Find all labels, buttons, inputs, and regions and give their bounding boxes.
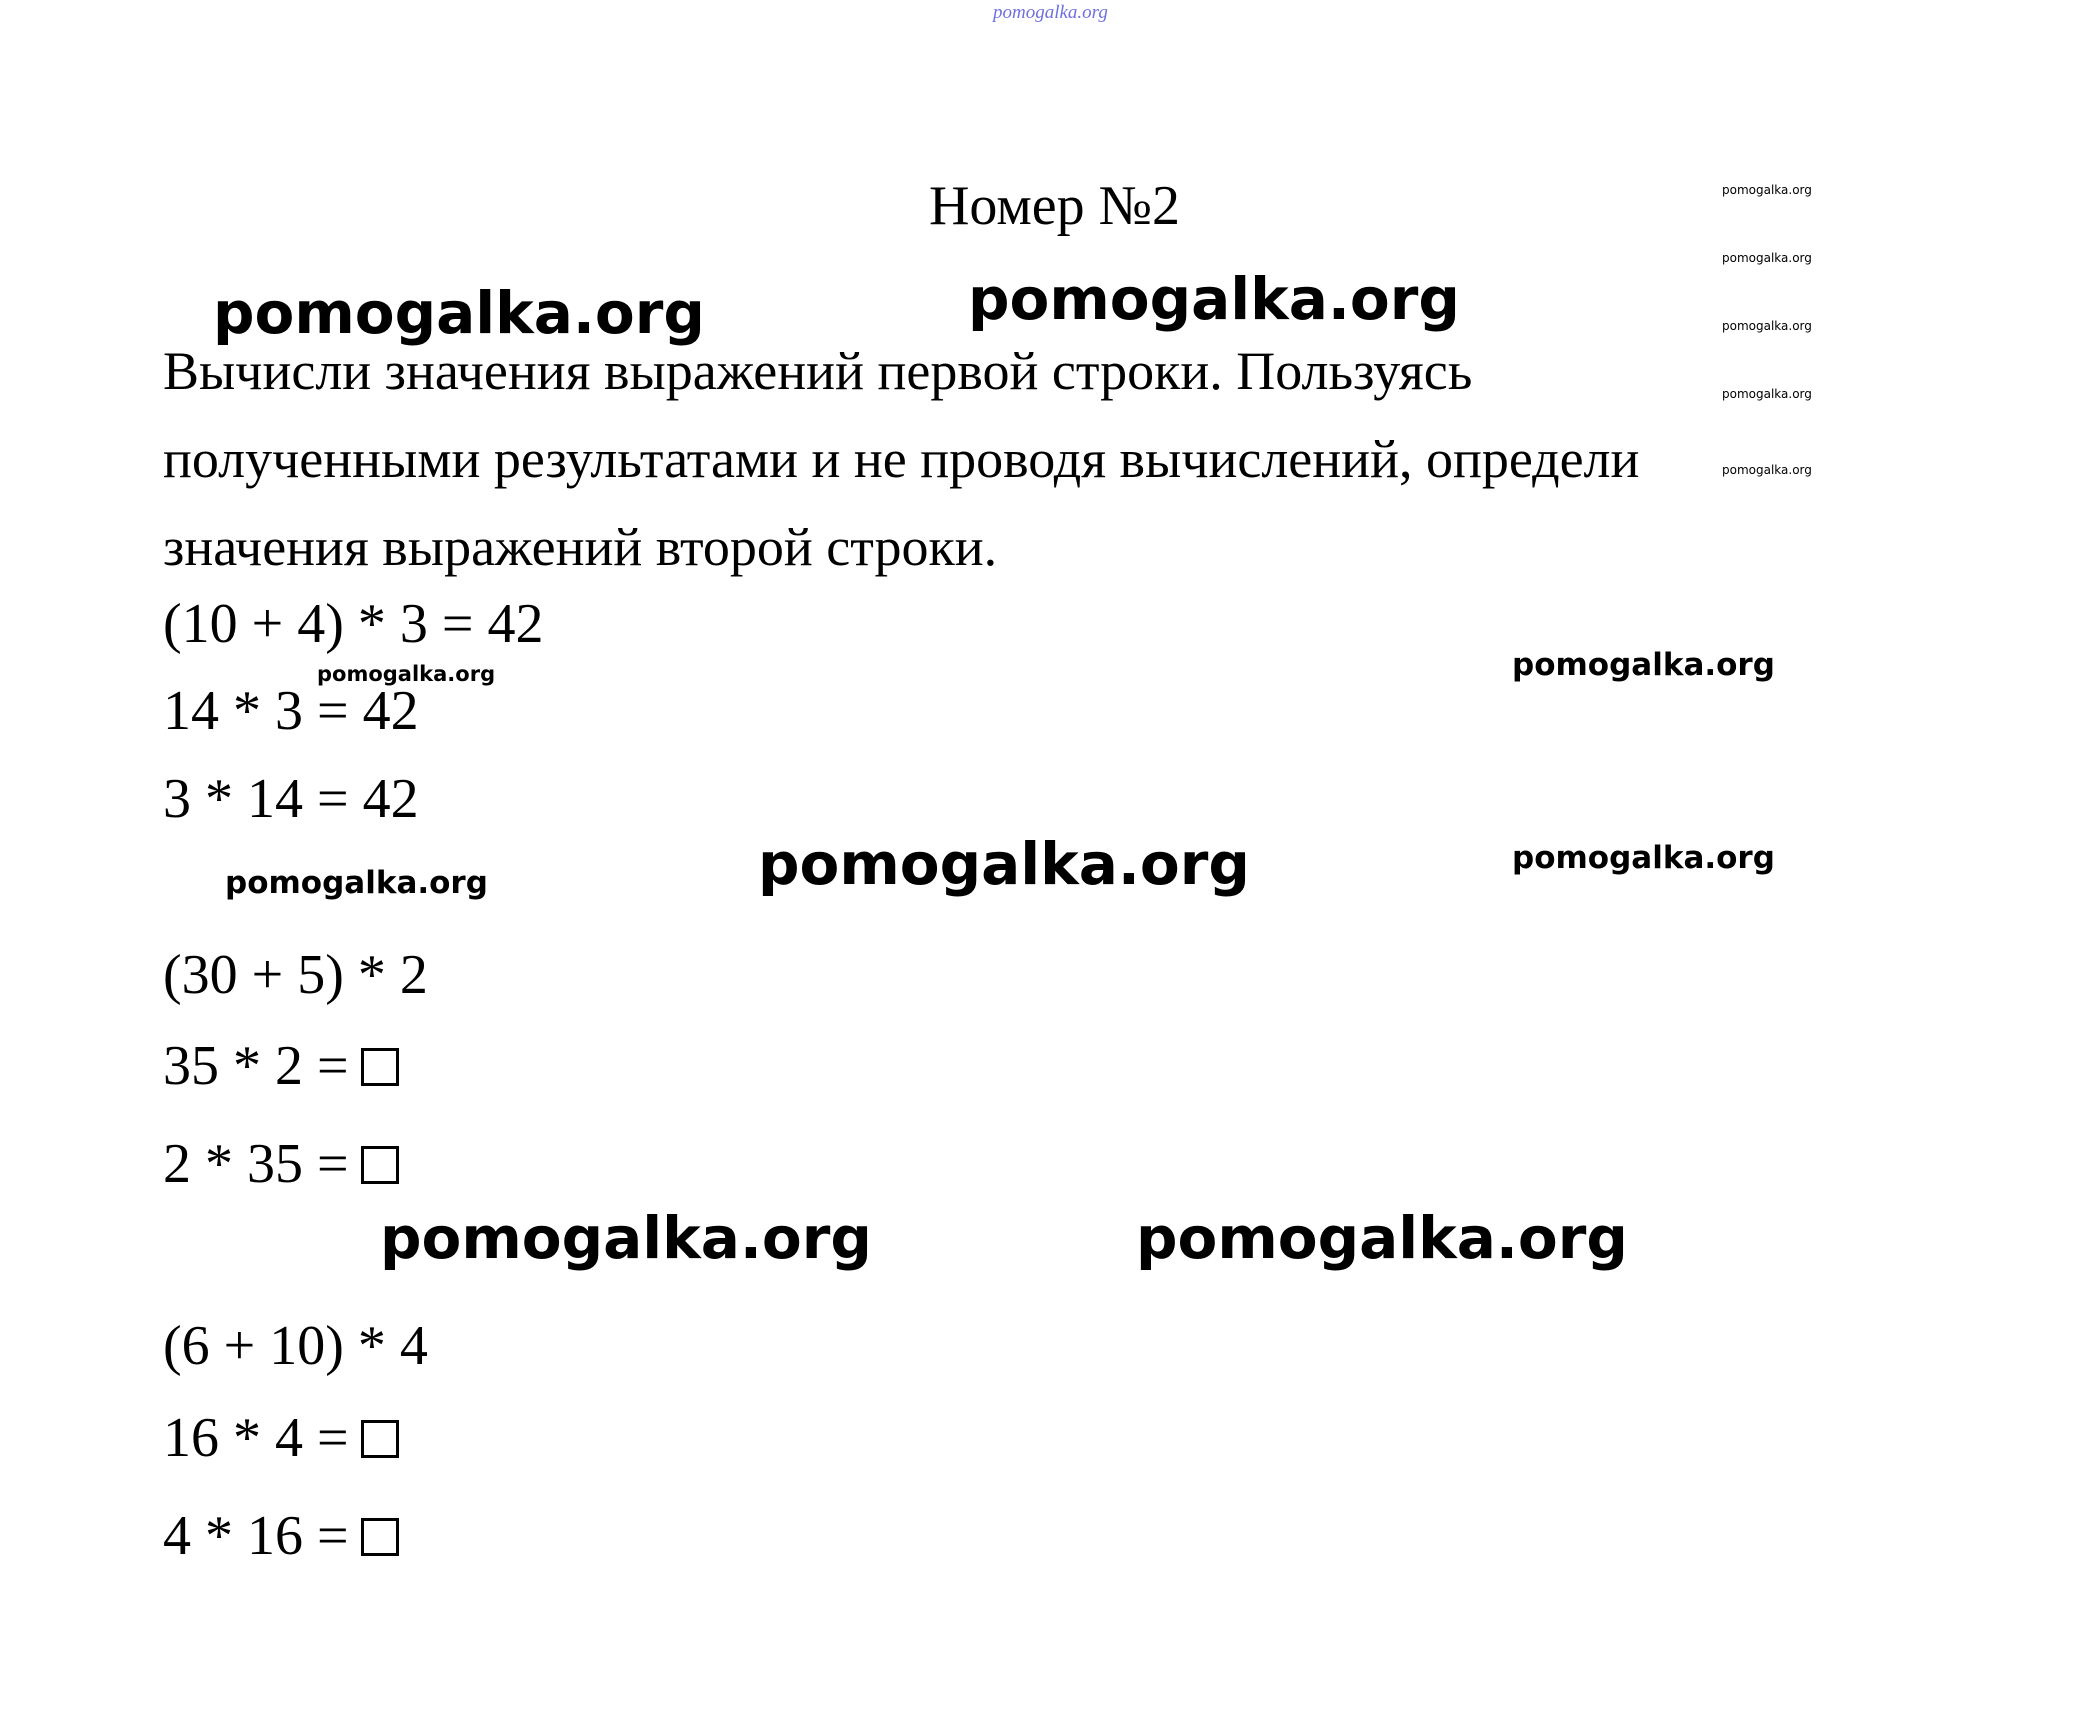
expression-with-answer-box — [163, 1035, 399, 1097]
expression-with-answer-box — [163, 1505, 399, 1567]
expression-line: 3 * 14 = 42 — [163, 768, 419, 830]
expression-line: (30 + 5) * 2 — [163, 944, 428, 1006]
watermark-large: pomogalka.org — [1136, 1204, 1628, 1272]
watermark-medium: pomogalka.org — [1512, 840, 1775, 876]
instruction-line: Вычисли значения выражений первой строки. Пользуясь — [163, 341, 1473, 401]
expression-text: 16 * 4 = — [163, 1407, 349, 1469]
watermark-large: pomogalka.org — [213, 279, 705, 347]
page-title: Номер №2 — [928, 175, 1181, 237]
watermark-small: pomogalka.org — [317, 662, 496, 686]
expression-line: 14 * 3 = 42 — [163, 680, 419, 742]
watermark-tiny: pomogalka.org — [1722, 251, 1812, 265]
empty-square-icon — [361, 1146, 399, 1184]
watermark-large: pomogalka.org — [968, 265, 1460, 333]
expression-with-answer-box — [163, 1133, 399, 1195]
instruction-paragraph — [163, 327, 1863, 591]
watermark-medium: pomogalka.org — [225, 865, 488, 901]
expression-text: 2 * 35 = — [163, 1133, 349, 1195]
instruction-line: значения выражений второй строки. — [163, 517, 998, 577]
expression-text: 35 * 2 = — [163, 1035, 349, 1097]
expression-text: 4 * 16 = — [163, 1505, 349, 1567]
watermark-top: pomogalka.org — [993, 2, 1108, 23]
instruction-line: полученными результатами и не проводя вычислений, определи — [163, 429, 1640, 489]
expression-with-answer-box — [163, 1407, 399, 1469]
empty-square-icon — [361, 1518, 399, 1556]
watermark-large: pomogalka.org — [380, 1204, 872, 1272]
watermark-tiny: pomogalka.org — [1722, 183, 1812, 197]
empty-square-icon — [361, 1048, 399, 1086]
watermark-tiny: pomogalka.org — [1722, 387, 1812, 401]
empty-square-icon — [361, 1420, 399, 1458]
expression-line: (10 + 4) * 3 = 42 — [163, 593, 544, 655]
watermark-large: pomogalka.org — [758, 830, 1250, 898]
watermark-tiny: pomogalka.org — [1722, 319, 1812, 333]
watermark-tiny: pomogalka.org — [1722, 463, 1812, 477]
expression-line: (6 + 10) * 4 — [163, 1315, 428, 1377]
watermark-medium: pomogalka.org — [1512, 647, 1775, 683]
